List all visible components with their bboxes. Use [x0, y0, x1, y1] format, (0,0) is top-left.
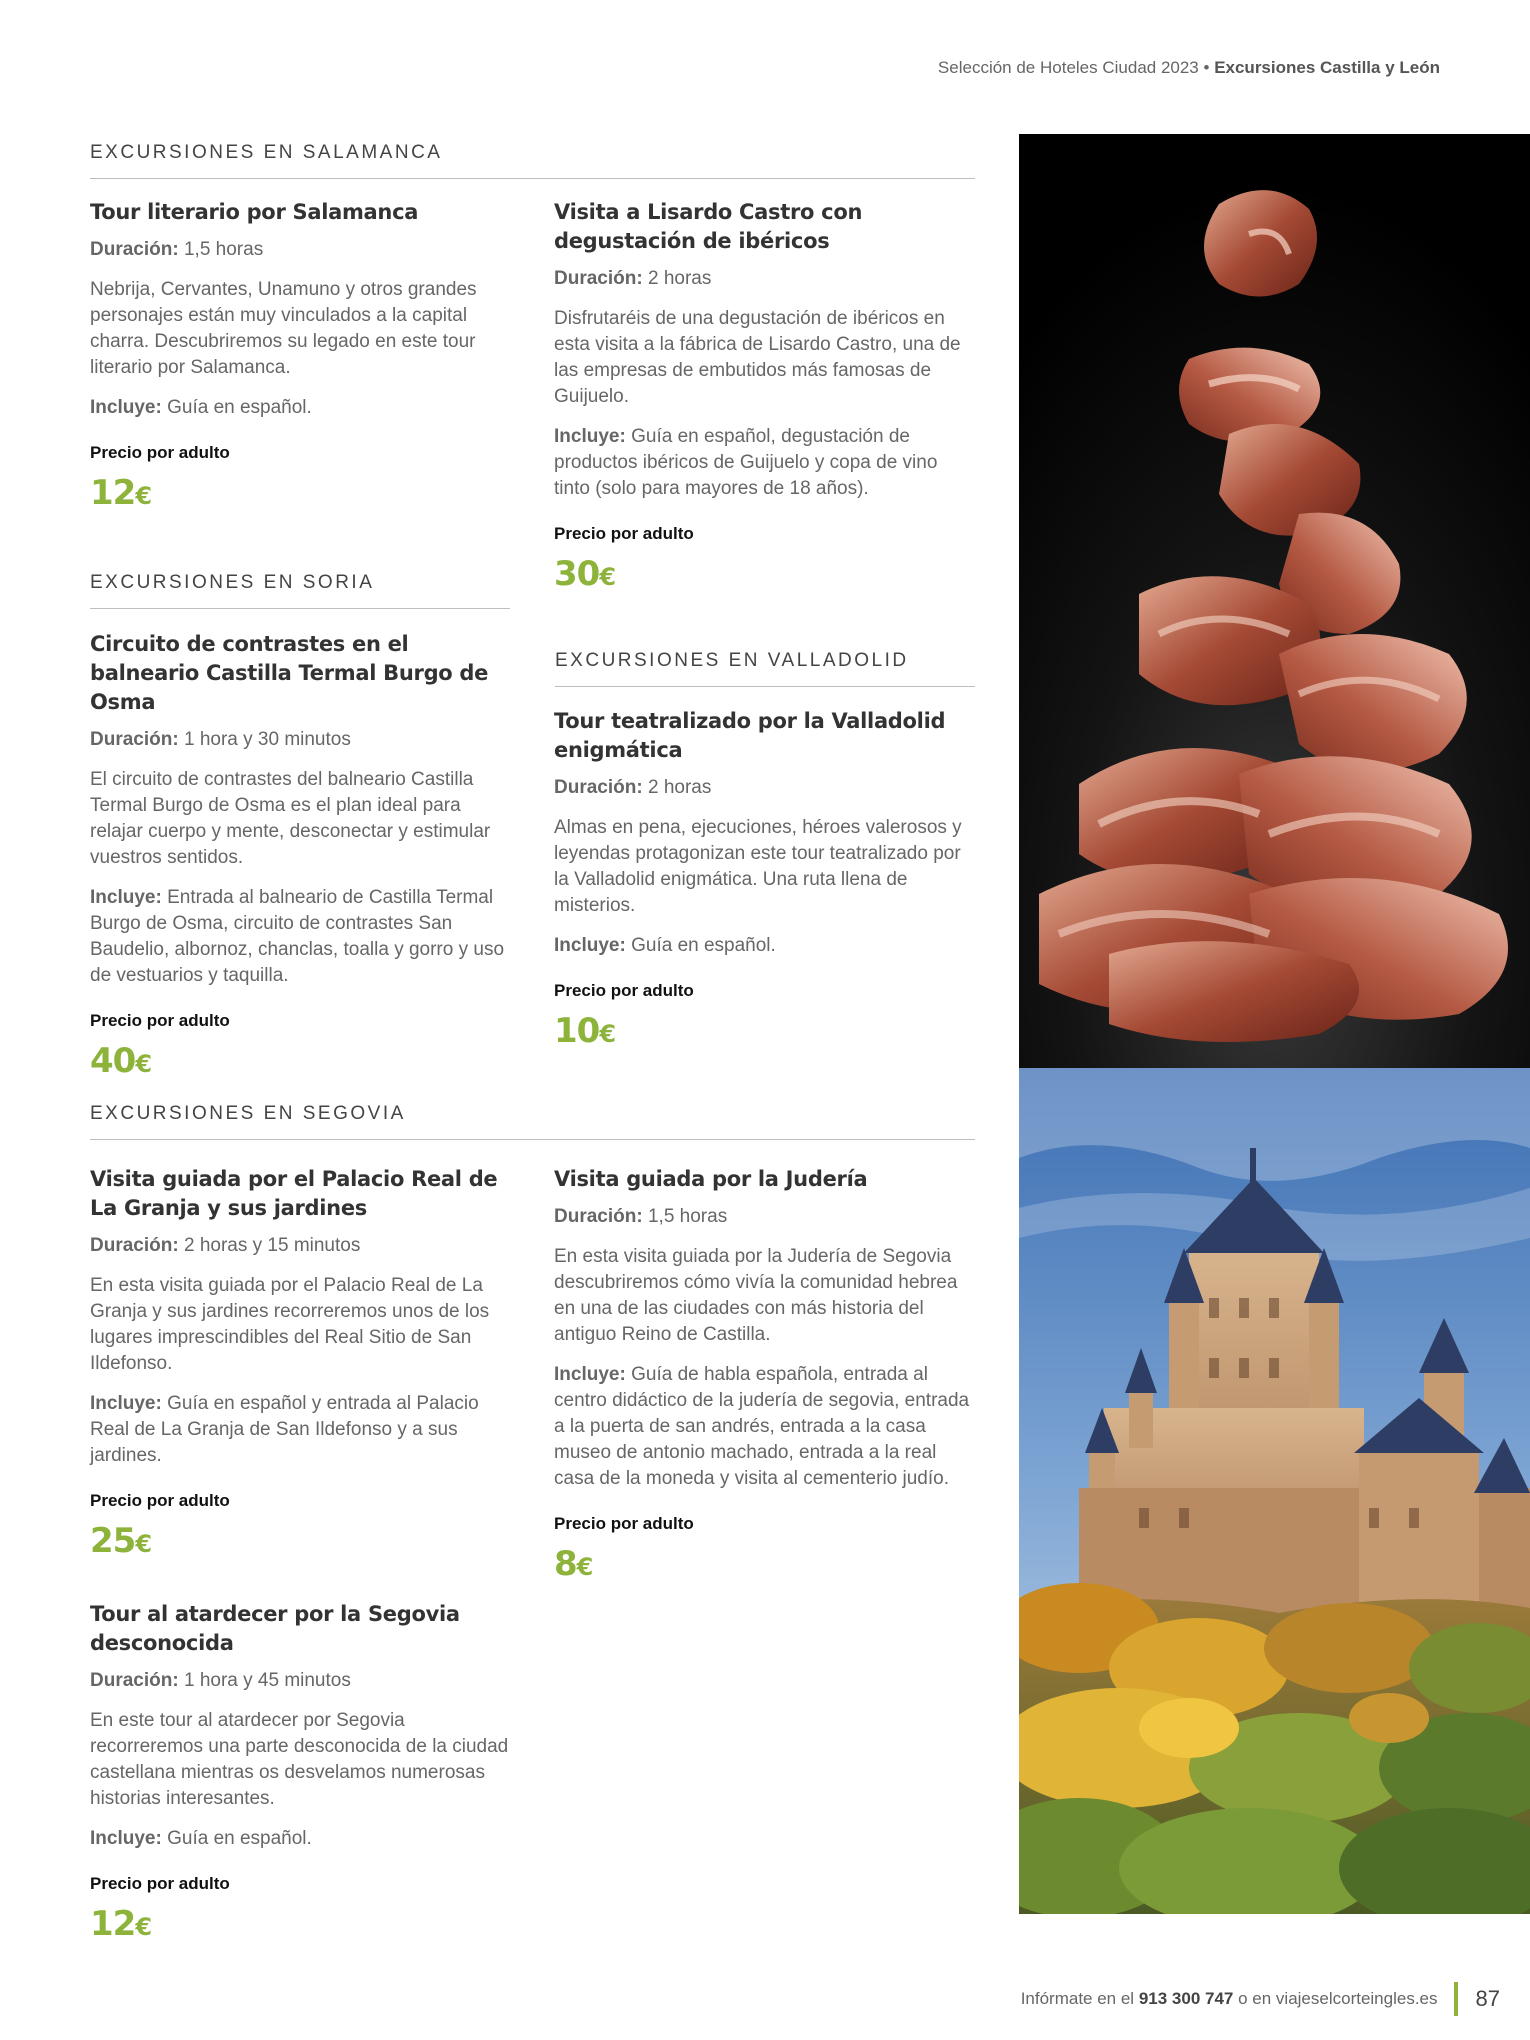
excursion-description: En este tour al atardecer por Segovia recorreremos una parte desconocida de la ciudad castellana mientras os desvelamos numerosas historias interesantes. [90, 1710, 509, 1809]
price-label: Precio por adulto [90, 1874, 230, 1893]
page-footer [1021, 1982, 1500, 2016]
price: 25€ [90, 1521, 152, 1561]
excursion-duration: Duración: 2 horas [554, 268, 712, 289]
excursion-includes: Incluye: Guía en español. [554, 935, 776, 956]
footer-divider [1454, 1982, 1458, 2016]
excursion-includes: Incluye: Guía en español. [90, 1828, 312, 1849]
excursion-duration: Duración: 2 horas [554, 777, 712, 798]
price-label: Precio por adulto [554, 524, 694, 543]
excursion-tour-literario [90, 198, 510, 516]
excursion-includes: Incluye: Entrada al balneario de Castilla Termal Burgo de Osma, circuito de contrastes San Baudelio, albornoz, chanclas, toalla y gorro y uso de vestuarios y taquilla. [90, 887, 505, 986]
price-label: Precio por adulto [90, 443, 230, 462]
section-header-segovia: EXCURSIONES EN SEGOVIA [90, 1103, 975, 1140]
excursion-lisardo-castro [554, 198, 974, 597]
excursion-palacio-granja [90, 1165, 510, 1564]
excursion-duration: Duración: 1 hora y 45 minutos [90, 1670, 351, 1691]
excursion-description: Almas en pena, ejecuciones, héroes valerosos y leyendas protagonizan este tour teatralizado por la Valladolid enigmática. Una ruta llena de misterios. [554, 817, 962, 916]
section-header-soria: EXCURSIONES EN SORIA [90, 572, 510, 609]
price: 40€ [90, 1041, 152, 1081]
excursion-title: Circuito de contrastes en el balneario Castilla Termal Burgo de Osma [90, 632, 489, 714]
excursion-circuito-contrastes [90, 630, 510, 1084]
page-number: 87 [1475, 1986, 1500, 2011]
excursion-description: En esta visita guiada por el Palacio Real de La Granja y sus jardines recorreremos unos de los lugares imprescindibles del Real Sitio de San Ildefonso. [90, 1275, 490, 1374]
running-header [938, 58, 1440, 78]
excursion-juderia [554, 1165, 974, 1587]
excursion-duration: Duración: 1,5 horas [554, 1206, 728, 1227]
price: 10€ [554, 1011, 616, 1051]
excursion-description: En esta visita guiada por la Judería de Segovia descubriremos cómo vivía la comunidad hebrea en una de las ciudades con más historia del antiguo Reino de Castilla. [554, 1246, 958, 1345]
excursion-includes: Incluye: Guía en español y entrada al Palacio Real de La Granja de San Ildefonso y a sus jardines. [90, 1393, 479, 1466]
price-label: Precio por adulto [554, 1514, 694, 1533]
excursion-includes: Incluye: Guía en español. [90, 397, 312, 418]
excursion-duration: Duración: 1,5 horas [90, 239, 264, 260]
excursion-description: Disfrutaréis de una degustación de ibéricos en esta visita a la fábrica de Lisardo Castro, una de las empresas de embutidos más famosas de Guijuelo. [554, 308, 961, 407]
excursion-title: Visita guiada por el Palacio Real de La Granja y sus jardines [90, 1167, 498, 1220]
excursion-title: Tour literario por Salamanca [90, 200, 419, 224]
excursion-duration: Duración: 1 hora y 30 minutos [90, 729, 351, 750]
excursion-title: Visita guiada por la Judería [554, 1167, 868, 1191]
price: 30€ [554, 554, 616, 594]
excursion-atardecer-segovia [90, 1600, 510, 1947]
section-header-salamanca: EXCURSIONES EN SALAMANCA [90, 142, 975, 179]
price-label: Precio por adulto [90, 1491, 230, 1510]
footer-phone: 913 300 747 [1138, 1989, 1234, 2008]
price: 8€ [554, 1544, 593, 1584]
excursion-title: Tour teatralizado por la Valladolid enigmática [554, 709, 946, 762]
excursion-title: Visita a Lisardo Castro con degustación de ibéricos [554, 200, 863, 253]
excursion-includes: Incluye: Guía de habla española, entrada al centro didáctico de la judería de segovia, entrada a la puerta de san andrés, entrada a la casa museo de antonio machado, entrada a la real casa de la moneda y visita al cementerio judío. [554, 1364, 970, 1489]
price: 12€ [90, 1904, 152, 1944]
jamon-photo [1019, 134, 1530, 1068]
price-label: Precio por adulto [554, 981, 694, 1000]
header-section: Excursiones Castilla y León [1214, 58, 1440, 77]
excursion-tour-valladolid [554, 707, 974, 1054]
price: 12€ [90, 473, 152, 513]
alcazar-photo [1019, 1068, 1530, 1914]
excursion-description: El circuito de contrastes del balneario Castilla Termal Burgo de Osma es el plan ideal para relajar cuerpo y mente, desconectar y estimular vuestros sentidos. [90, 769, 491, 868]
footer-contact: Infórmate en el 913 300 747 o en viajeselcorteingles.es [1020, 1989, 1438, 2008]
header-prefix: Selección de Hoteles Ciudad 2023 • [937, 58, 1210, 77]
section-header-valladolid: EXCURSIONES EN VALLADOLID [555, 650, 975, 687]
excursion-title: Tour al atardecer por la Segovia desconocida [90, 1602, 460, 1655]
excursion-includes: Incluye: Guía en español, degustación de productos ibéricos de Guijuelo y copa de vino tinto (solo para mayores de 18 años). [554, 426, 938, 499]
price-label: Precio por adulto [90, 1011, 230, 1030]
excursion-description: Nebrija, Cervantes, Unamuno y otros grandes personajes están muy vinculados a la capital charra. Descubriremos su legado en este tour literario por Salamanca. [90, 279, 477, 378]
excursion-duration: Duración: 2 horas y 15 minutos [90, 1235, 361, 1256]
